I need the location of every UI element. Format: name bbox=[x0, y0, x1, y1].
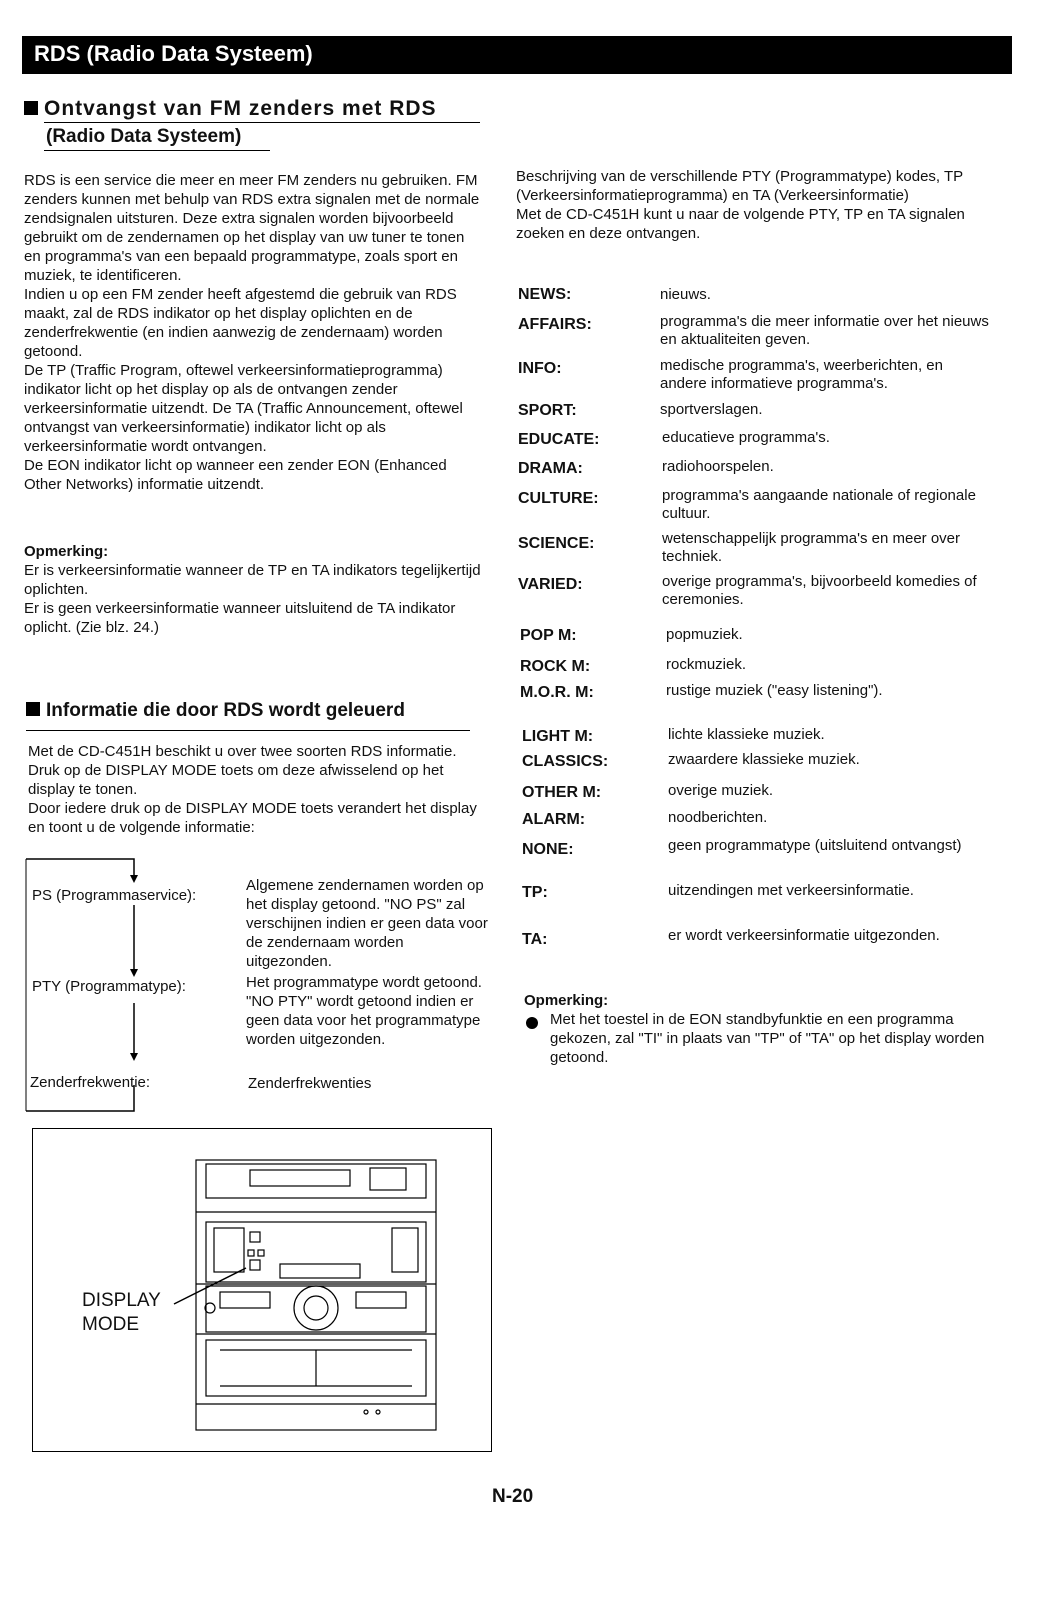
pty-code: DRAMA: bbox=[518, 460, 583, 477]
section1-heading bbox=[24, 97, 437, 121]
section1-note-title: Opmerking: bbox=[24, 543, 109, 560]
pty-desc: overige muziek. bbox=[668, 782, 774, 799]
pty-code: LIGHT M: bbox=[522, 728, 594, 745]
pty-code: NONE: bbox=[522, 841, 574, 858]
paragraph: De TP (Traffic Program, oftewel verkeersinformatieprogramma) indikator licht op het display op als de ontvangen zender verkeersinformatie uitzendt. De TA (Traffic Announcement, oftewel ontvangst van verkeersinformatie) indikator licht op als verkeersinformatie wordt ontvangen. bbox=[24, 362, 463, 455]
figure-label-line2: MODE bbox=[82, 1314, 139, 1335]
pty-desc: uitzendingen met verkeersinformatie. bbox=[668, 882, 914, 899]
square-bullet-icon bbox=[26, 702, 40, 716]
flow-desc-ps: Algemene zendernamen worden op het display getoond. "NO PS" zal verschijnen indien er geen data voor de zendernaam worden uitgezonden. bbox=[246, 877, 488, 970]
section2-heading bbox=[26, 700, 405, 722]
pty-code: SPORT: bbox=[518, 402, 577, 419]
paragraph: Met de CD-C451H beschikt u over twee soorten RDS informatie. Druk op de DISPLAY MODE toets om deze afwisselend op het display te tonen. bbox=[28, 743, 457, 798]
pty-desc: rustige muziek ("easy listening"). bbox=[666, 682, 883, 699]
section2-rule bbox=[26, 730, 470, 731]
pty-code: TP: bbox=[522, 884, 548, 901]
pty-desc: lichte klassieke muziek. bbox=[668, 726, 825, 743]
pty-desc: sportverslagen. bbox=[660, 401, 763, 418]
pty-desc: nieuws. bbox=[660, 286, 711, 303]
figure-label bbox=[82, 1289, 161, 1337]
flow-label-ps: PS (Programmaservice): bbox=[32, 887, 197, 904]
figure-label-line1: DISPLAY bbox=[82, 1290, 161, 1311]
pty-desc: programma's aangaande nationale of regionale cultuur. bbox=[662, 487, 976, 522]
pty-code: INFO: bbox=[518, 360, 562, 377]
pty-desc: medische programma's, weerberichten, en andere informatieve programma's. bbox=[660, 357, 943, 392]
pty-desc: overige programma's, bijvoorbeeld komedies of ceremonies. bbox=[662, 573, 977, 608]
pty-code: ALARM: bbox=[522, 811, 586, 828]
pty-desc: programma's die meer informatie over het nieuws en aktualiteiten geven. bbox=[660, 313, 989, 348]
flow-desc-pty: Het programmatype wordt getoond. "NO PTY" wordt getoond indien er geen data voor het programmatype worden uitgezonden. bbox=[246, 974, 482, 1048]
pty-desc: popmuziek. bbox=[666, 626, 743, 643]
pty-code: VARIED: bbox=[518, 576, 583, 593]
pty-code: TA: bbox=[522, 931, 548, 948]
pty-code: OTHER M: bbox=[522, 784, 602, 801]
pty-desc: er wordt verkeersinformatie uitgezonden. bbox=[668, 927, 940, 944]
section1-subrule bbox=[44, 150, 270, 151]
page-title: RDS (Radio Data Systeem) bbox=[34, 41, 313, 66]
section1-rule bbox=[44, 122, 480, 123]
right-note-text: Met het toestel in de EON standbyfunktie en een programma gekozen, zal "TI" in plaats van "TP" of "TA" op het display worden getoond. bbox=[550, 1011, 985, 1066]
pty-code: AFFAIRS: bbox=[518, 316, 592, 333]
bullet-icon bbox=[526, 1016, 538, 1034]
section1-heading-line2: (Radio Data Systeem) bbox=[46, 126, 242, 147]
pty-code: NEWS: bbox=[518, 286, 572, 303]
flow-desc-freq: Zenderfrekwenties bbox=[248, 1075, 372, 1092]
pty-desc: educatieve programma's. bbox=[662, 429, 830, 446]
pty-desc: wetenschappelijk programma's en meer over techniek. bbox=[662, 530, 961, 565]
pty-desc: radiohoorspelen. bbox=[662, 458, 774, 475]
section1-note bbox=[24, 561, 482, 637]
stereo-device-icon bbox=[160, 1150, 450, 1440]
pty-desc: rockmuziek. bbox=[666, 656, 747, 673]
paragraph: RDS is een service die meer en meer FM zenders nu gebruiken. FM zenders kunnen met behulp van RDS extra signalen met de normale zendsignalen uitsturen. Deze extra signalen worden bijvoorbeeld gebruikt om de zendernamen op het display van uw tuner te tonen en programma's van een bepaald programmatype, zoals sport en muziek, te identificeren. bbox=[24, 172, 480, 284]
pty-desc: geen programmatype (uitsluitend ontvangst) bbox=[668, 837, 962, 854]
section1-heading-line1: Ontvangst van FM zenders met RDS bbox=[44, 97, 437, 120]
page-number: N-20 bbox=[492, 1486, 534, 1507]
section2-heading-text: Informatie die door RDS wordt geleuerd bbox=[46, 700, 405, 721]
right-note-title: Opmerking: bbox=[524, 992, 609, 1009]
square-bullet-icon bbox=[24, 101, 38, 115]
paragraph: Door iedere druk op de DISPLAY MODE toets verandert het display en toont u de volgende informatie: bbox=[28, 800, 477, 836]
pty-code: CULTURE: bbox=[518, 490, 599, 507]
pty-code: POP M: bbox=[520, 627, 577, 644]
paragraph: Indien u op een FM zender heeft afgestemd die gebruik van RDS maakt, zal de RDS indikator op het display oplichten en de zenderfrekwentie (en indien aanwezig de zendernaam) worden getoond. bbox=[24, 286, 457, 360]
pty-desc: noodberichten. bbox=[668, 809, 768, 826]
right-intro bbox=[516, 167, 988, 243]
paragraph: Beschrijving van de verschillende PTY (Programmatype) kodes, TP (Verkeersinformatieprogramma) en TA (Verkeersinformatie) bbox=[516, 168, 963, 204]
section2-body bbox=[28, 742, 488, 837]
section1-body bbox=[24, 171, 482, 494]
pty-code: M.O.R. M: bbox=[520, 684, 594, 701]
pty-code: EDUCATE: bbox=[518, 431, 600, 448]
pty-code: SCIENCE: bbox=[518, 535, 595, 552]
pty-desc: zwaardere klassieke muziek. bbox=[668, 751, 860, 768]
note-line: Er is verkeersinformatie wanneer de TP en TA indikators tegelijkertijd oplichten. bbox=[24, 562, 481, 598]
paragraph: De EON indikator licht op wanneer een zender EON (Enhanced Other Networks) informatie uitzendt. bbox=[24, 457, 447, 493]
note-line: Er is geen verkeersinformatie wanneer uitsluitend de TA indikator oplicht. (Zie blz. 24.) bbox=[24, 600, 456, 636]
flow-label-freq: Zenderfrekwentie: bbox=[30, 1074, 151, 1091]
pty-code: ROCK M: bbox=[520, 658, 591, 675]
paragraph: Met de CD-C451H kunt u naar de volgende PTY, TP en TA signalen zoeken en deze ontvangen. bbox=[516, 206, 965, 242]
pty-code: CLASSICS: bbox=[522, 753, 609, 770]
flow-label-pty: PTY (Programmatype): bbox=[32, 978, 186, 995]
